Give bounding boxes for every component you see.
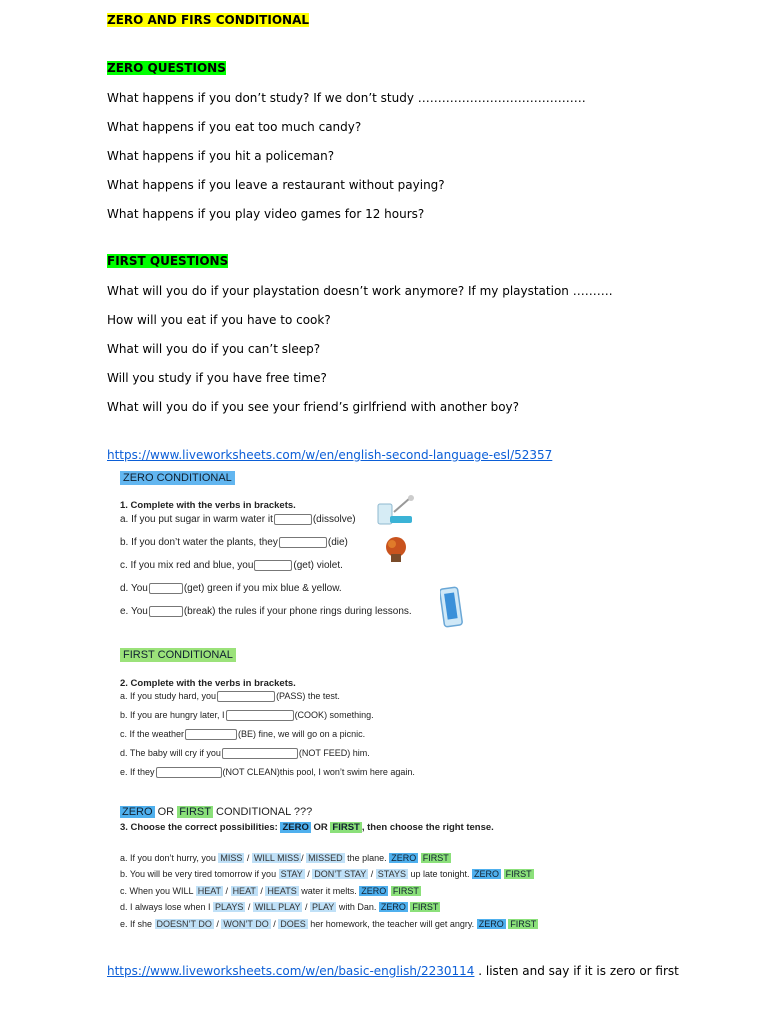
s2-item: e. If they (NOT CLEAN)this pool, I won’t swim here again. (120, 767, 415, 777)
option[interactable]: WON’T DO (223, 919, 269, 929)
zero-option[interactable]: ZERO (361, 886, 387, 896)
s3-item: c. When you WILL HEAT / HEAT / HEATS water it melts. ZERO FIRST (120, 886, 419, 896)
option[interactable]: STAY (280, 869, 303, 879)
first-question: What will you do if you see your friend’s girlfriend with another boy? (107, 400, 520, 414)
answer-box[interactable] (254, 560, 292, 571)
option[interactable]: HEAT (197, 886, 222, 896)
s2-item: c. If the weather (BE) fine, we will go on a picnic. (120, 729, 366, 739)
option[interactable]: WILL PLAY (254, 902, 301, 912)
answer-box[interactable] (279, 537, 327, 548)
link[interactable]: https://www.liveworksheets.com/w/en/english-second-language-esl/52357 (107, 448, 553, 462)
first-option[interactable]: FIRST (412, 902, 439, 912)
first-option[interactable]: FIRST (505, 869, 532, 879)
section3-instruction: 3. Choose the correct possibilities: ZERO OR FIRST , then choose the right tense. (120, 822, 494, 833)
worksheet-link-1[interactable] (107, 448, 552, 462)
s1-item: c. If you mix red and blue, you (get) violet. (120, 560, 343, 572)
option[interactable]: PLAYS (215, 902, 244, 912)
s3-item: d. I always lose when I PLAYS / WILL PLAY / PLAY with Dan. ZERO FIRST (120, 902, 439, 912)
s1-item: d. You (get) green if you mix blue & yellow. (120, 583, 342, 595)
zero-question: What happens if you leave a restaurant without paying? (107, 178, 445, 192)
s3-item: a. If you don’t hurry, you MISS / WILL MISS / MISSED the plane. ZERO FIRST (120, 853, 449, 863)
zero-option[interactable]: ZERO (478, 919, 504, 929)
s1-item: b. If you don’t water the plants, they (die) (120, 537, 348, 549)
option[interactable]: HEATS (267, 886, 297, 896)
option[interactable]: DOESN’T DO (156, 919, 212, 929)
option[interactable]: PLAY (311, 902, 335, 912)
link[interactable]: https://www.liveworksheets.com/w/en/basic-english/2230114 (107, 964, 475, 978)
s2-item: a. If you study hard, you (PASS) the test. (120, 691, 340, 701)
option[interactable]: DOES (280, 919, 306, 929)
first-question: What will you do if your playstation doesn’t work anymore? If my playstation ………. (107, 284, 613, 298)
phone-icon (440, 584, 464, 630)
answer-box[interactable] (226, 710, 294, 721)
s2-item: b. If you are hungry later, I (COOK) something. (120, 710, 374, 720)
dead-plant-icon (382, 534, 410, 564)
sugar-glass-icon (374, 494, 418, 526)
worksheet-image (112, 466, 537, 936)
option[interactable]: STAYS (377, 869, 406, 879)
zero-question: What happens if you play video games for 12 hours? (107, 207, 425, 221)
zero-option[interactable]: ZERO (391, 853, 417, 863)
s3-item: b. You will be very tired tomorrow if you STAY / DON’T STAY / STAYS up late tonight. ZERO FIRST (120, 869, 532, 879)
option[interactable]: DON’T STAY (314, 869, 367, 879)
document-title: ZERO AND FIRS CONDITIONAL (107, 13, 310, 27)
section2-instruction: 2. Complete with the verbs in brackets. (120, 678, 296, 689)
option[interactable]: MISSED (308, 853, 343, 863)
worksheet-link-2-line (107, 964, 679, 978)
section1-instruction: 1. Complete with the verbs in brackets. (120, 500, 296, 511)
section1-title: ZERO CONDITIONAL (120, 472, 235, 485)
answer-box[interactable] (149, 606, 183, 617)
option[interactable]: MISS (220, 853, 243, 863)
section3-title: ZERO OR FIRST CONDITIONAL ??? (122, 806, 313, 818)
s2-item: d. The baby will cry if you (NOT FEED) him. (120, 748, 370, 758)
link-note: . listen and say if it is zero or first (474, 964, 679, 978)
first-option[interactable]: FIRST (510, 919, 537, 929)
answer-box[interactable] (149, 583, 183, 594)
first-question: Will you study if you have free time? (107, 371, 327, 385)
option[interactable]: WILL MISS (253, 853, 300, 863)
answer-box[interactable] (217, 691, 275, 702)
zero-option[interactable]: ZERO (380, 902, 406, 912)
zero-option[interactable]: ZERO (474, 869, 500, 879)
zero-questions-heading: ZERO QUESTIONS (107, 61, 226, 75)
section2-title: FIRST CONDITIONAL (120, 649, 236, 662)
zero-question: What happens if you don’t study? If we don’t study …………………………………… (107, 91, 586, 105)
first-question: How will you eat if you have to cook? (107, 313, 331, 327)
first-option[interactable]: FIRST (422, 853, 449, 863)
first-questions-heading: FIRST QUESTIONS (107, 254, 229, 268)
option[interactable]: HEAT (232, 886, 256, 896)
answer-box[interactable] (274, 514, 312, 525)
first-question: What will you do if you can’t sleep? (107, 342, 321, 356)
answer-box[interactable] (156, 767, 222, 778)
first-option[interactable]: FIRST (392, 886, 419, 896)
answer-box[interactable] (185, 729, 237, 740)
answer-box[interactable] (222, 748, 298, 759)
zero-question: What happens if you hit a policeman? (107, 149, 335, 163)
s3-item: e. If she DOESN’T DO / WON’T DO / DOES her homework, the teacher will get angry. ZERO FIRST (120, 919, 537, 929)
s1-item: e. You (break) the rules if your phone rings during lessons. (120, 606, 412, 618)
s1-item: a. If you put sugar in warm water it (dissolve) (120, 514, 356, 526)
zero-question: What happens if you eat too much candy? (107, 120, 362, 134)
